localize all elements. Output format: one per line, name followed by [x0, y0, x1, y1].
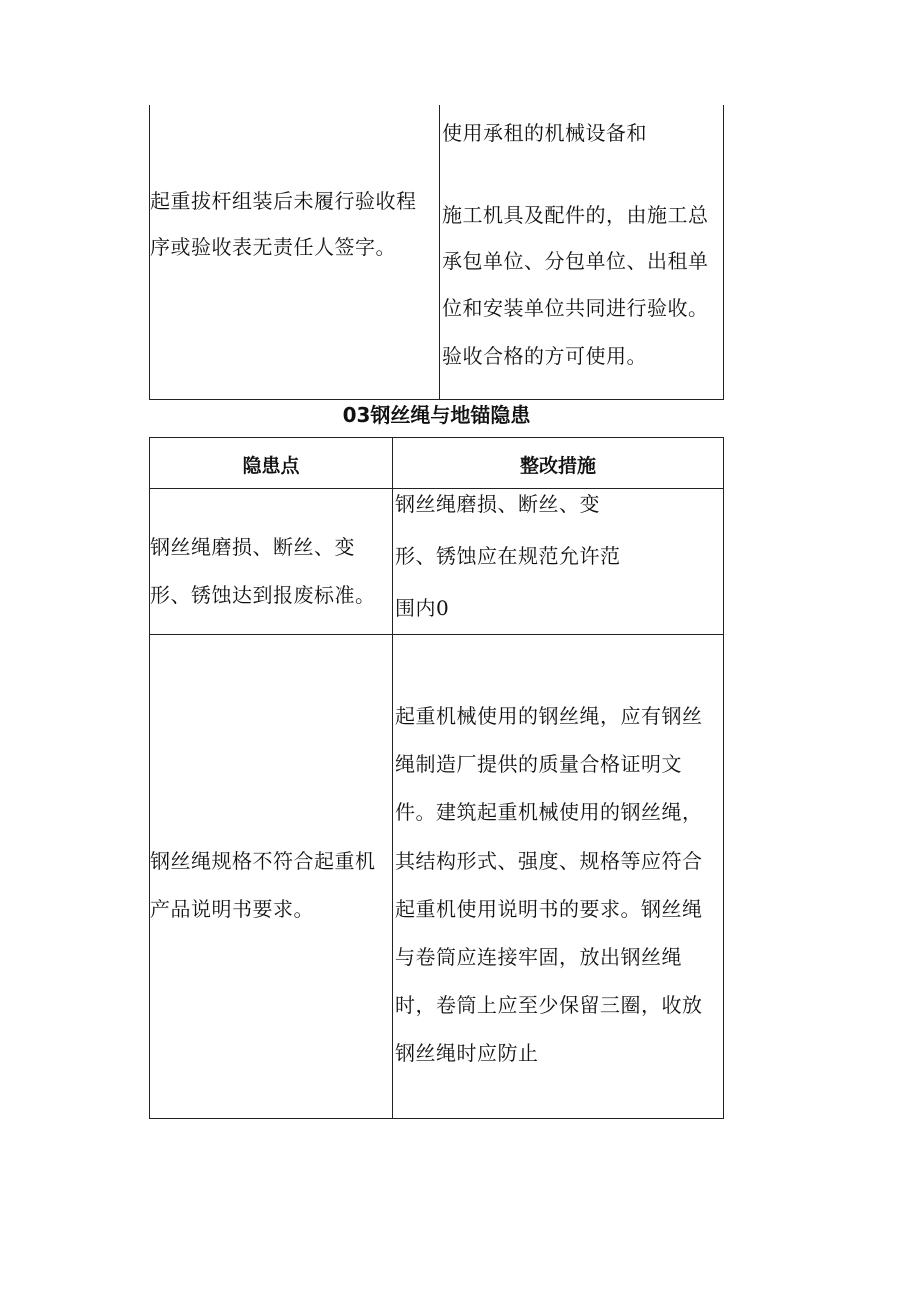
- table2-bottom-border: [149, 1118, 724, 1119]
- row2-measure-line-2: 绳制造厂提供的质量合格证明文: [395, 752, 682, 776]
- table1-measure-line-1: 使用承租的机械设备和: [442, 121, 647, 145]
- table2-header-bottom-border: [149, 488, 724, 489]
- table1-hazard-line-2: 序或验收表无责任人签字。: [150, 235, 396, 259]
- row2-measure-line-7: 时，卷筒上应至少保留三圈，收放: [395, 993, 703, 1017]
- section-title: 03钢丝绳与地锚隐患: [342, 403, 531, 427]
- row2-measure-line-8: 钢丝绳时应防止: [395, 1041, 539, 1065]
- header-hazard-point: 隐患点: [242, 455, 300, 477]
- row1-measure-line-2: 形、锈蚀应在规范允许范: [395, 544, 621, 568]
- row1-measure-line-1: 钢丝绳磨损、断丝、变: [395, 492, 600, 516]
- table1-measure-line-5: 验收合格的方可使用。: [442, 344, 647, 368]
- header-rectification: 整改措施: [519, 455, 596, 477]
- table1-measure-line-3: 承包单位、分包单位、出租单: [442, 249, 709, 273]
- row1-hazard-line-2: 形、锈蚀达到报废标准。: [150, 583, 376, 607]
- table1-hazard-line-1: 起重拔杆组装后未履行验收程: [150, 189, 417, 213]
- table1-measure-line-2: 施工机具及配件的，由施工总: [442, 203, 709, 227]
- row2-measure-line-5: 起重机使用说明书的要求。钢丝绳: [395, 897, 703, 921]
- table2-right-border: [723, 437, 724, 1119]
- table1-right-border: [723, 105, 724, 400]
- table2-top-border: [149, 437, 724, 438]
- row2-hazard-line-1: 钢丝绳规格不符合起重机: [150, 849, 376, 873]
- table1-middle-border: [439, 105, 440, 400]
- row2-measure-line-6: 与卷筒应连接牢固，放出钢丝绳: [395, 945, 682, 969]
- row2-measure-line-1: 起重机械使用的钢丝绳，应有钢丝: [395, 704, 703, 728]
- table1-measure-line-4: 位和安装单位共同进行验收。: [442, 296, 709, 320]
- row2-measure-line-4: 其结构形式、强度、规格等应符合: [395, 849, 703, 873]
- table2-row1-bottom-border: [149, 634, 724, 635]
- row2-measure-line-3: 件。建筑起重机械使用的钢丝绳，: [395, 800, 703, 824]
- row2-hazard-line-2: 产品说明书要求。: [150, 897, 314, 921]
- row1-hazard-line-1: 钢丝绳磨损、断丝、变: [150, 535, 355, 559]
- row1-measure-line-3: 围内0: [395, 596, 450, 620]
- table2-middle-border: [392, 437, 393, 1119]
